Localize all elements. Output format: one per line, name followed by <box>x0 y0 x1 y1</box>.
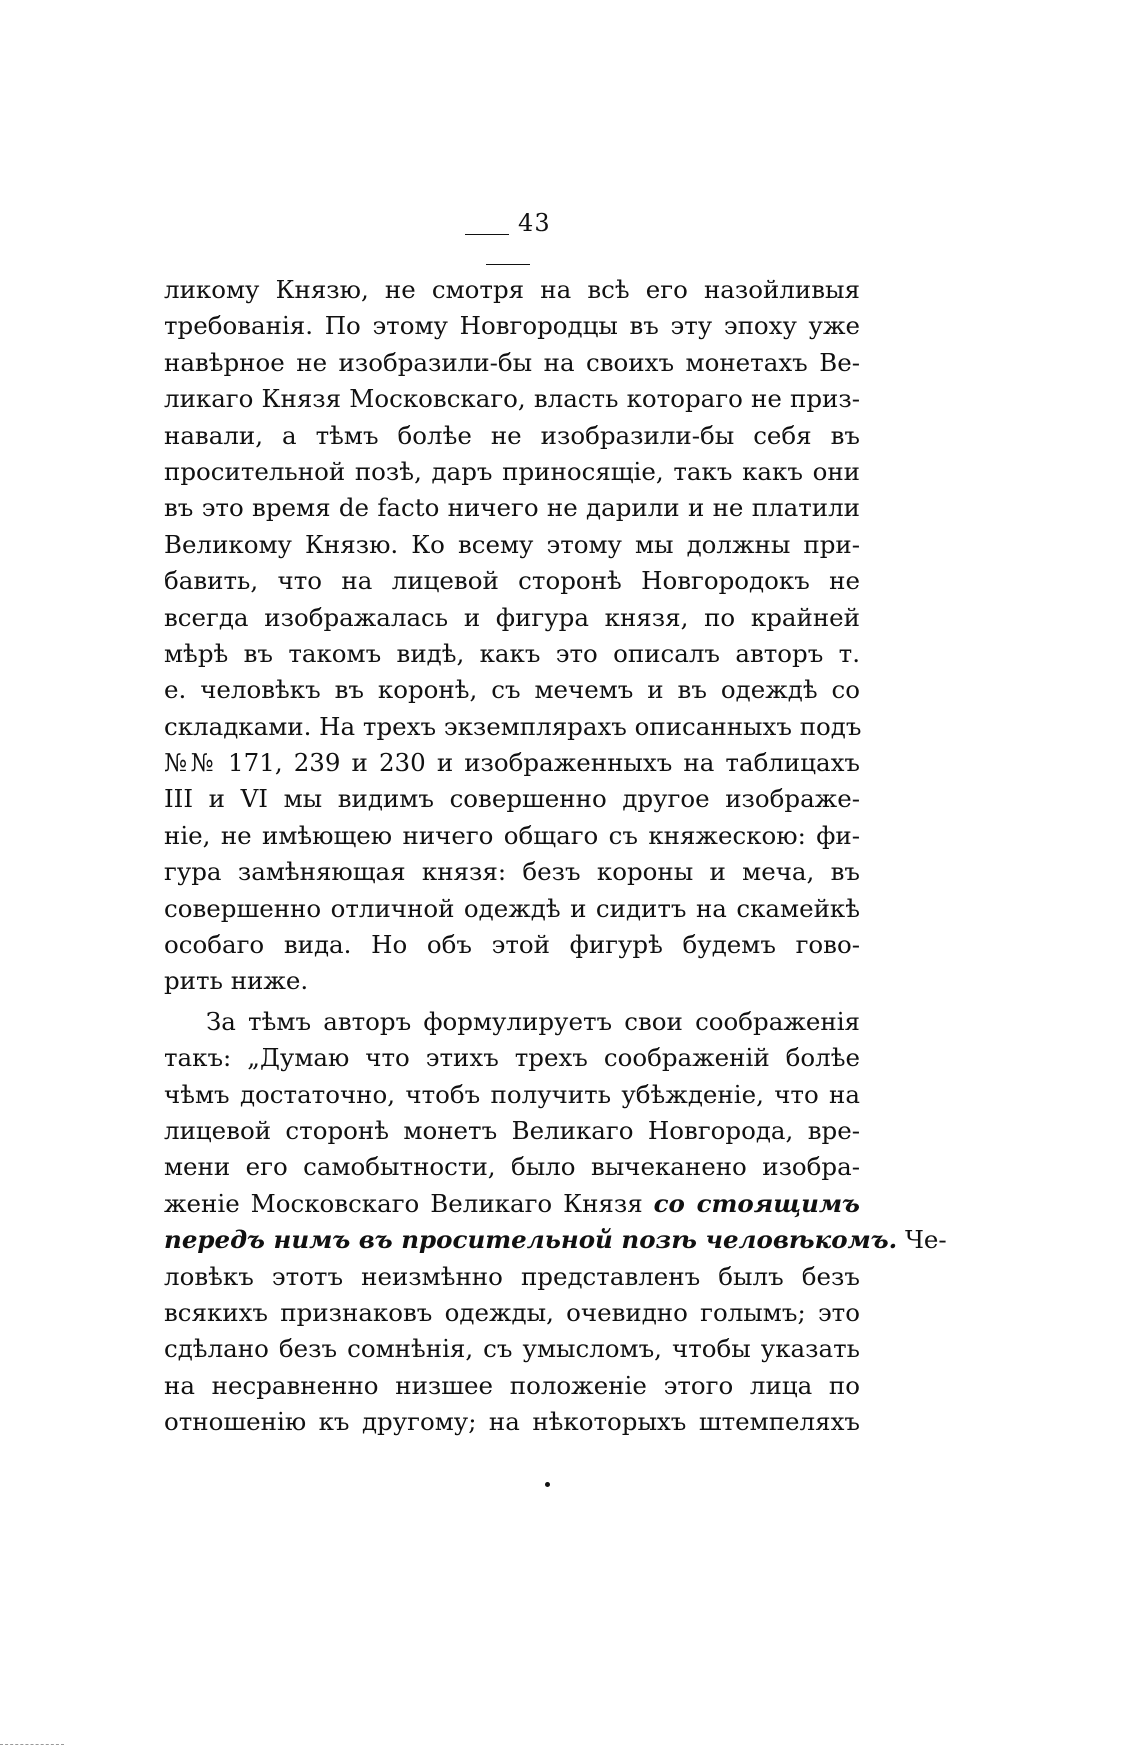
text-line: складками. На трехъ экземплярахъ описанныхъ подъ <box>164 711 862 741</box>
text-line: За тѣмъ авторъ формулируетъ свои соображенія <box>206 1006 860 1036</box>
page-number-rule-left <box>465 234 509 235</box>
emphasized-text: со стоящимъ <box>653 1188 860 1218</box>
paragraph-1 <box>164 272 860 1000</box>
text-line: е. человѣкъ въ коронѣ, съ мечемъ и въ одеждѣ со <box>164 675 860 705</box>
text-line: совершенно отличной одеждѣ и сидитъ на скамейкѣ <box>164 893 860 923</box>
text-line: ликаго Князя Московскаго, власть котораго не приз- <box>164 384 860 414</box>
page-number-rule-right <box>486 264 530 265</box>
text-line: на несравненно низшее положеніе этого лица по <box>164 1370 860 1400</box>
text-line: лицевой сторонѣ монетъ Великаго Новгорода, вре- <box>164 1115 860 1145</box>
text-line: бавить, что на лицевой сторонѣ Новгородокъ не <box>164 566 860 596</box>
text-line: навѣрное не изобразили-бы на своихъ монетахъ Ве- <box>164 347 860 377</box>
plain-text: женіе Московскаго Великаго Князя <box>164 1188 643 1218</box>
text-line: рить ниже. <box>164 966 309 996</box>
text-line: въ это время de facto ничего не дарили и не платили <box>164 493 860 523</box>
text-line: всегда изображалась и фигура князя, по крайней <box>164 602 860 632</box>
text-line-mixed <box>164 1222 947 1258</box>
text-line: ніе, не имѣющею ничего общаго съ княжескою: фи- <box>164 820 860 850</box>
emphasized-text: передъ нимъ въ просительной позѣ человѣкомъ. <box>164 1225 898 1255</box>
page-edge-mark <box>0 1744 64 1747</box>
page-number-text: 43 <box>518 209 551 237</box>
text-line: такъ: „Думаю что этихъ трехъ соображеній болѣе <box>164 1043 860 1073</box>
text-line: гура замѣняющая князя: безъ короны и меча, въ <box>164 857 860 887</box>
text-line: мени его самобытности, было вычеканено изобра- <box>164 1152 860 1182</box>
page-number <box>445 208 571 268</box>
print-dot <box>545 1482 550 1487</box>
text-line-mixed <box>164 1186 860 1222</box>
text-line: требованія. По этому Новгородцы въ эту эпоху уже <box>164 311 860 341</box>
text-line: ликому Князю, не смотря на всѣ его назойливыя <box>164 275 860 304</box>
text-line: ловѣкъ этотъ неизмѣнно представленъ былъ безъ <box>164 1261 860 1291</box>
text-line: сдѣлано безъ сомнѣнія, съ умысломъ, чтобы указать <box>164 1334 860 1364</box>
body-text <box>164 272 947 1441</box>
text-line: навали, а тѣмъ болѣе не изобразили-бы себя въ <box>164 420 860 450</box>
text-line: III и VI мы видимъ совершенно другое изображе- <box>164 784 860 814</box>
plain-text: Че- <box>904 1225 947 1255</box>
text-line: мѣрѣ въ такомъ видѣ, какъ это описалъ авторъ т. <box>164 638 860 668</box>
paragraph-2 <box>164 1004 947 1441</box>
text-line: всякихъ признаковъ одежды, очевидно голымъ; это <box>164 1297 860 1327</box>
text-line: отношенію къ другому; на нѣкоторыхъ штемпеляхъ <box>164 1407 860 1437</box>
text-line: №№ 171, 239 и 230 и изображенныхъ на таблицахъ <box>164 748 860 778</box>
text-line: особаго вида. Но объ этой фигурѣ будемъ гово- <box>164 930 860 960</box>
text-line: просительной позѣ, даръ приносящіе, такъ какъ они <box>164 456 860 486</box>
text-line: Великому Князю. Ко всему этому мы должны при- <box>164 529 860 559</box>
text-line: чѣмъ достаточно, чтобъ получить убѣжденіе, что на <box>164 1079 860 1109</box>
